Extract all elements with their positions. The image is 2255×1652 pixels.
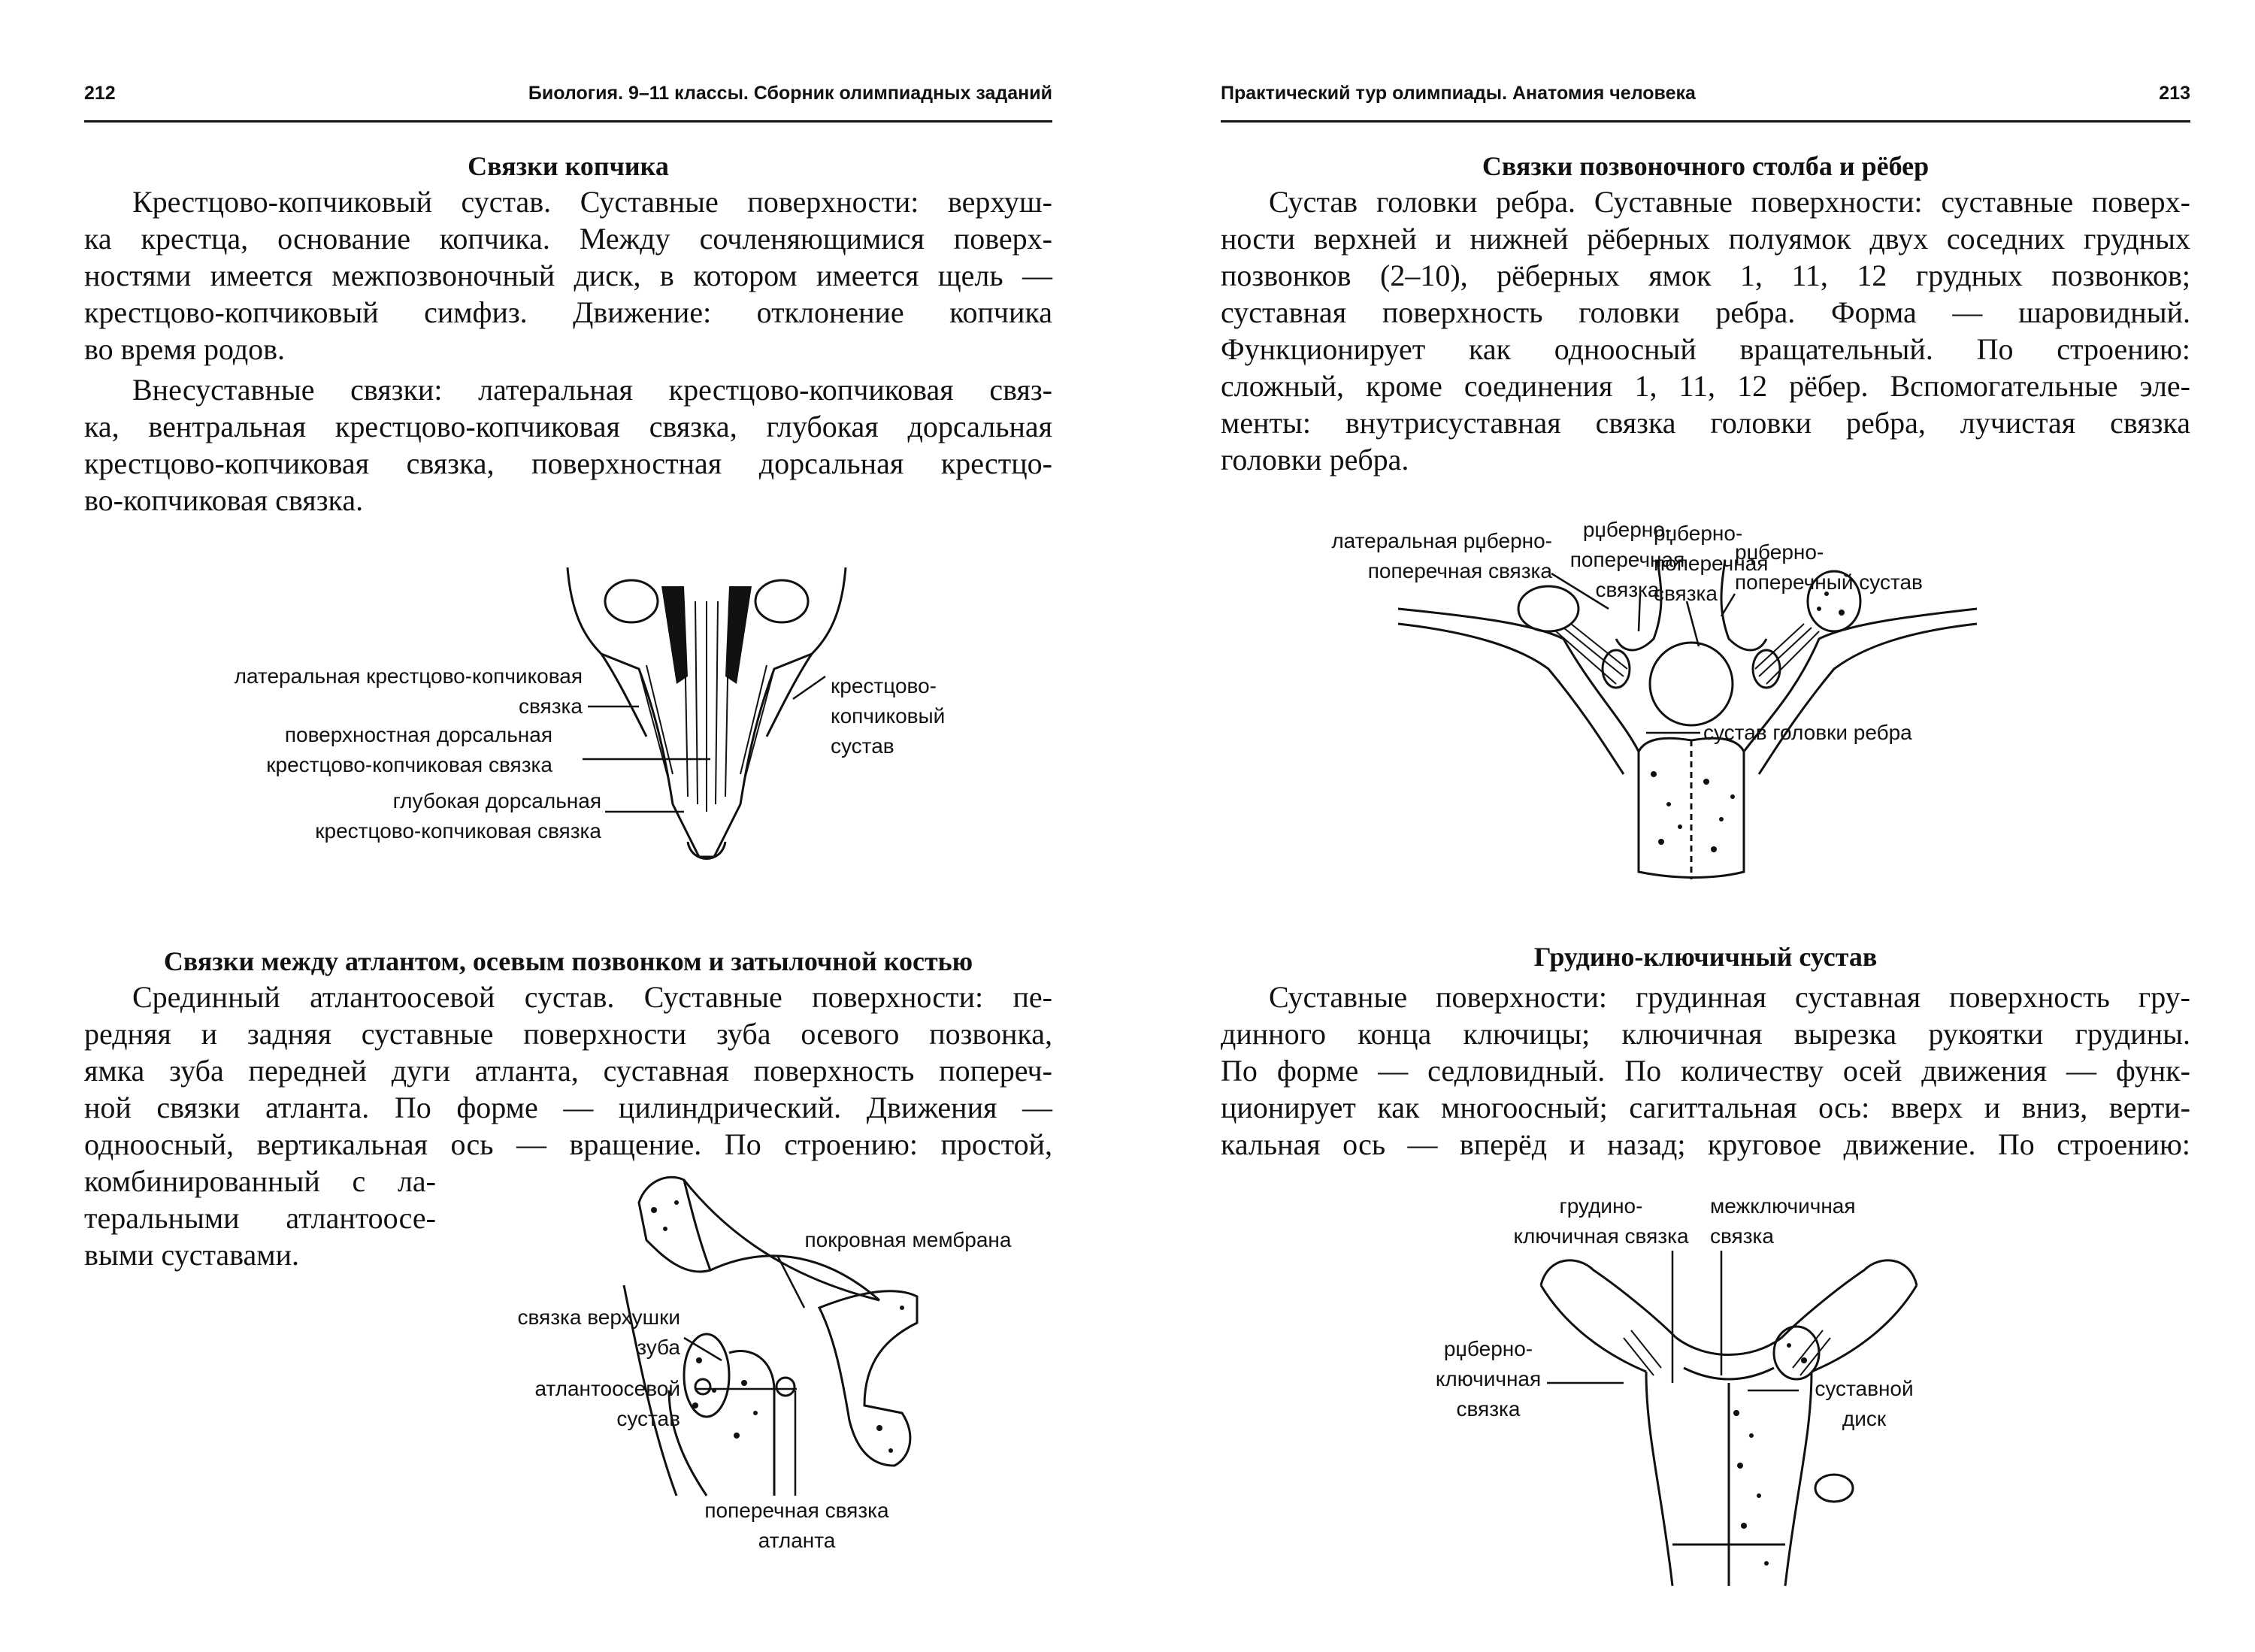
text-line: одноосный, вертикальная ось — вращение. По строению: простой, bbox=[84, 1127, 1052, 1161]
label-line: рџберно- bbox=[1443, 1337, 1533, 1360]
label-line: латеральная крестцово-копчиковая bbox=[234, 664, 583, 688]
label-line: связка bbox=[1456, 1397, 1521, 1421]
label-rib-head-joint: сустав головки ребра bbox=[1703, 721, 1912, 744]
text-line: ямка зуба передней дуги атланта, суставная поверхность попереч- bbox=[84, 1054, 1052, 1088]
label-line: поперечная связка bbox=[1367, 559, 1552, 582]
label-line: латеральная рџберно- bbox=[1331, 529, 1552, 552]
section-title-coccyx: Связки копчика bbox=[468, 151, 669, 181]
label-line: связка bbox=[1710, 1224, 1774, 1248]
label-line: рџберно- bbox=[1582, 518, 1672, 541]
text-line: Срединный атлантоосевой сустав. Суставные поверхности: пе- bbox=[132, 980, 1052, 1014]
label-articular-disc bbox=[1800, 1374, 1928, 1434]
text-line: выми суставами. bbox=[84, 1238, 300, 1272]
text-line: Сустав головки ребра. Суставные поверхности: суставные поверх- bbox=[1269, 185, 2190, 219]
label-line: связка bbox=[1654, 582, 1718, 605]
label-line: атланта bbox=[758, 1529, 836, 1552]
text-line: Крестцово-копчиковый сустав. Суставные поверхности: верхуш- bbox=[132, 185, 1052, 219]
label-line: атлантоосевой bbox=[534, 1377, 680, 1400]
text-line: Функционирует как одноосный вращательный. По строению: bbox=[1221, 332, 2190, 366]
label-line: ключичная bbox=[1435, 1367, 1542, 1390]
text-line: сложный, кроме соединения 1, 11, 12 рёбер. Вспомогательные эле- bbox=[1221, 369, 2190, 403]
text-line: Внесуставные связки: латеральная крестцово-копчиковая связ- bbox=[132, 373, 1052, 407]
text-line: суставная поверхность головки ребра. Форма — шаровидный. bbox=[1221, 295, 2190, 329]
text-line: ностями имеется межпозвоночный диск, в котором имеется щель — bbox=[84, 259, 1052, 292]
label-line: связка bbox=[519, 694, 583, 718]
text-line: Суставные поверхности: грудинная суставная поверхность гру- bbox=[1269, 980, 2190, 1014]
label-line: связка bbox=[1595, 578, 1660, 601]
text-line: менты: внутрисуставная связка головки ребра, лучистая связка bbox=[1221, 406, 2190, 440]
text-line: головки ребра. bbox=[1221, 443, 1409, 477]
label-tectorial-membrane: покровная мембрана bbox=[804, 1228, 1012, 1251]
running-header-left: Биология. 9–11 классы. Сборник олимпиадных заданий bbox=[528, 83, 1052, 104]
text-line: динного конца ключицы; ключичная вырезка рукоятки грудины. bbox=[1221, 1017, 2190, 1051]
text-line: крестцово-копчиковый симфиз. Движение: отклонение копчика bbox=[84, 295, 1052, 329]
text-line: кальная ось — вперёд и назад; круговое движение. По строению: bbox=[1221, 1127, 2190, 1161]
label-atlantoaxial-joint bbox=[534, 1374, 680, 1434]
text-line: во время родов. bbox=[84, 332, 286, 366]
label-line: рџберно- bbox=[1735, 540, 1824, 564]
label-line: копчиковый bbox=[831, 704, 946, 728]
label-line: крестцово-копчиковая связка bbox=[266, 753, 552, 776]
label-transverse-ligament bbox=[684, 1496, 910, 1556]
label-line: сустав bbox=[831, 734, 894, 758]
label-costoclavicular-ligament bbox=[1428, 1334, 1548, 1424]
section-title-atlas-axis: Связки между атлантом, осевым позвонком и затылочной костью bbox=[163, 946, 973, 976]
label-line: глубокая дорсальная bbox=[392, 789, 601, 812]
text-line: редняя и задняя суставные поверхности зуба осевого позвонка, bbox=[84, 1017, 1052, 1051]
text-line: теральными атлантоосе- bbox=[84, 1201, 436, 1235]
label-line: межключичная bbox=[1710, 1194, 1856, 1218]
label-sternoclavicular-ligament bbox=[1488, 1191, 1714, 1251]
label-line: диск bbox=[1842, 1407, 1887, 1430]
label-line: грудино- bbox=[1559, 1194, 1643, 1218]
label-line: поперечная bbox=[1569, 548, 1685, 571]
label-line: крестцово- bbox=[831, 674, 937, 697]
label-line: рџберно- bbox=[1654, 522, 1743, 545]
text-line: ности верхней и нижней рёберных полуямок двух соседних грудных bbox=[1221, 222, 2190, 256]
section-title-sternoclavicular: Грудино-ключичный сустав bbox=[1533, 942, 1878, 972]
label-apical-ligament bbox=[517, 1303, 680, 1363]
text-line: ка, вентральная крестцово-копчиковая связка, глубокая дорсальная bbox=[84, 410, 1052, 443]
right-page bbox=[1128, 0, 2255, 1652]
label-line: крестцово-копчиковая связка bbox=[315, 819, 601, 843]
running-header-right: Практический тур олимпиады. Анатомия человека bbox=[1221, 83, 1696, 104]
label-line: связка верхушки bbox=[517, 1306, 680, 1329]
label-line: поперечная связка bbox=[704, 1499, 889, 1522]
label-line: суставной bbox=[1815, 1377, 1914, 1400]
section-title-spine-ribs: Связки позвоночного столба и рёбер bbox=[1482, 151, 1930, 181]
label-line: зуба bbox=[637, 1336, 680, 1359]
page-number-right: 213 bbox=[2159, 83, 2190, 104]
text-line: позвонков (2–10), рёберных ямок 1, 11, 12 грудных позвонков; bbox=[1221, 259, 2190, 292]
text-line: крестцово-копчиковая связка, поверхностная дорсальная крестцо- bbox=[84, 446, 1052, 480]
text-line: комбинированный с ла- bbox=[84, 1164, 436, 1198]
text-line: По форме — седловидный. По количеству осей движения — функ- bbox=[1221, 1054, 2190, 1088]
label-line: поперечная bbox=[1654, 552, 1769, 575]
label-line: поперечный сустав bbox=[1735, 570, 1923, 594]
label-line: сустав bbox=[616, 1407, 680, 1430]
label-interclavicular-ligament bbox=[1710, 1191, 1856, 1251]
text-line: ционирует как многоосный; сагиттальная ось: вверх и вниз, верти- bbox=[1221, 1091, 2190, 1124]
sternoclavicular-figure-leaders bbox=[1128, 0, 2255, 1652]
text-line: ка крестца, основание копчика. Между сочленяющимися поверх- bbox=[84, 222, 1052, 256]
label-line: поверхностная дорсальная bbox=[284, 723, 552, 746]
text-line: во-копчиковая связка. bbox=[84, 483, 364, 517]
label-line: ключичная связка bbox=[1513, 1224, 1689, 1248]
text-line: ной связки атланта. По форме — цилиндрический. Движения — bbox=[84, 1091, 1052, 1124]
page-number-left: 212 bbox=[84, 83, 116, 104]
